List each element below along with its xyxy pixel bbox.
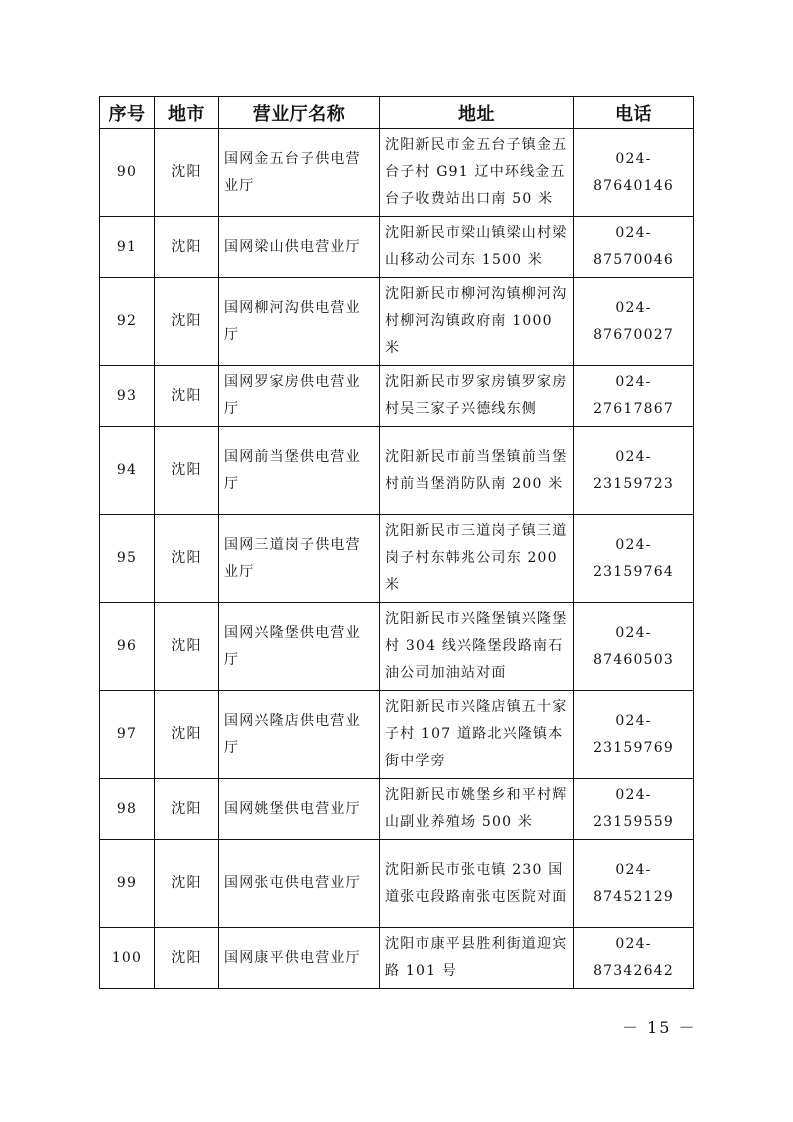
table-row bbox=[100, 217, 694, 278]
table-row bbox=[100, 366, 694, 427]
cell-city: 沈阳 bbox=[155, 427, 219, 515]
cell-address: 沈阳新民市罗家房镇罗家房村吴三家子兴德线东侧 bbox=[380, 366, 574, 427]
table-row bbox=[100, 691, 694, 779]
cell-serial: 96 bbox=[100, 603, 155, 691]
cell-phone: 024-87460503 bbox=[574, 603, 694, 691]
cell-address: 沈阳新民市梁山镇梁山村梁山移动公司东 1500 米 bbox=[380, 217, 574, 278]
cell-city: 沈阳 bbox=[155, 366, 219, 427]
cell-serial: 95 bbox=[100, 515, 155, 603]
cell-city: 沈阳 bbox=[155, 840, 219, 928]
cell-serial: 98 bbox=[100, 779, 155, 840]
cell-address: 沈阳市康平县胜利街道迎宾路 101 号 bbox=[380, 928, 574, 989]
cell-hall-name: 国网柳河沟供电营业厅 bbox=[219, 278, 380, 366]
cell-serial: 93 bbox=[100, 366, 155, 427]
cell-city: 沈阳 bbox=[155, 515, 219, 603]
cell-phone: 024-23159769 bbox=[574, 691, 694, 779]
table-row bbox=[100, 928, 694, 989]
table-row bbox=[100, 427, 694, 515]
cell-hall-name: 国网罗家房供电营业厅 bbox=[219, 366, 380, 427]
cell-city: 沈阳 bbox=[155, 603, 219, 691]
cell-address: 沈阳新民市柳河沟镇柳河沟村柳河沟镇政府南 1000 米 bbox=[380, 278, 574, 366]
cell-phone: 024-87640146 bbox=[574, 129, 694, 217]
cell-hall-name: 国网康平供电营业厅 bbox=[219, 928, 380, 989]
table-row bbox=[100, 129, 694, 217]
cell-hall-name: 国网金五台子供电营业厅 bbox=[219, 129, 380, 217]
table-row bbox=[100, 278, 694, 366]
cell-city: 沈阳 bbox=[155, 779, 219, 840]
header-address: 地址 bbox=[380, 97, 574, 129]
cell-phone: 024-23159559 bbox=[574, 779, 694, 840]
cell-serial: 90 bbox=[100, 129, 155, 217]
cell-city: 沈阳 bbox=[155, 278, 219, 366]
service-hall-table bbox=[99, 96, 694, 989]
header-city: 地市 bbox=[155, 97, 219, 129]
cell-city: 沈阳 bbox=[155, 691, 219, 779]
header-serial: 序号 bbox=[100, 97, 155, 129]
cell-serial: 91 bbox=[100, 217, 155, 278]
cell-phone: 024-87342642 bbox=[574, 928, 694, 989]
cell-serial: 97 bbox=[100, 691, 155, 779]
cell-address: 沈阳新民市张屯镇 230 国道张屯段路南张屯医院对面 bbox=[380, 840, 574, 928]
table-row bbox=[100, 515, 694, 603]
cell-phone: 024-87452129 bbox=[574, 840, 694, 928]
header-hall-name: 营业厅名称 bbox=[219, 97, 380, 129]
cell-phone: 024-23159764 bbox=[574, 515, 694, 603]
cell-hall-name: 国网兴隆店供电营业厅 bbox=[219, 691, 380, 779]
cell-city: 沈阳 bbox=[155, 928, 219, 989]
table-body bbox=[100, 129, 694, 989]
cell-phone: 024-27617867 bbox=[574, 366, 694, 427]
cell-address: 沈阳新民市前当堡镇前当堡村前当堡消防队南 200 米 bbox=[380, 427, 574, 515]
cell-city: 沈阳 bbox=[155, 217, 219, 278]
cell-hall-name: 国网张屯供电营业厅 bbox=[219, 840, 380, 928]
cell-phone: 024-87570046 bbox=[574, 217, 694, 278]
cell-hall-name: 国网兴隆堡供电营业厅 bbox=[219, 603, 380, 691]
cell-serial: 100 bbox=[100, 928, 155, 989]
cell-address: 沈阳新民市兴隆店镇五十家子村 107 道路北兴隆镇本街中学旁 bbox=[380, 691, 574, 779]
cell-address: 沈阳新民市兴隆堡镇兴隆堡村 304 线兴隆堡段路南石油公司加油站对面 bbox=[380, 603, 574, 691]
cell-hall-name: 国网梁山供电营业厅 bbox=[219, 217, 380, 278]
cell-phone: 024-87670027 bbox=[574, 278, 694, 366]
cell-address: 沈阳新民市金五台子镇金五台子村 G91 辽中环线金五台子收费站出口南 50 米 bbox=[380, 129, 574, 217]
cell-hall-name: 国网前当堡供电营业厅 bbox=[219, 427, 380, 515]
cell-hall-name: 国网三道岗子供电营业厅 bbox=[219, 515, 380, 603]
cell-address: 沈阳新民市姚堡乡和平村辉山副业养殖场 500 米 bbox=[380, 779, 574, 840]
cell-serial: 94 bbox=[100, 427, 155, 515]
table-row bbox=[100, 779, 694, 840]
cell-address: 沈阳新民市三道岗子镇三道岗子村东韩兆公司东 200 米 bbox=[380, 515, 574, 603]
cell-serial: 92 bbox=[100, 278, 155, 366]
cell-hall-name: 国网姚堡供电营业厅 bbox=[219, 779, 380, 840]
table-row bbox=[100, 840, 694, 928]
table-row bbox=[100, 603, 694, 691]
header-phone: 电话 bbox=[574, 97, 694, 129]
cell-serial: 99 bbox=[100, 840, 155, 928]
cell-city: 沈阳 bbox=[155, 129, 219, 217]
table-header-row bbox=[100, 97, 694, 129]
cell-phone: 024-23159723 bbox=[574, 427, 694, 515]
page-number: － 15 － bbox=[622, 1018, 697, 1037]
